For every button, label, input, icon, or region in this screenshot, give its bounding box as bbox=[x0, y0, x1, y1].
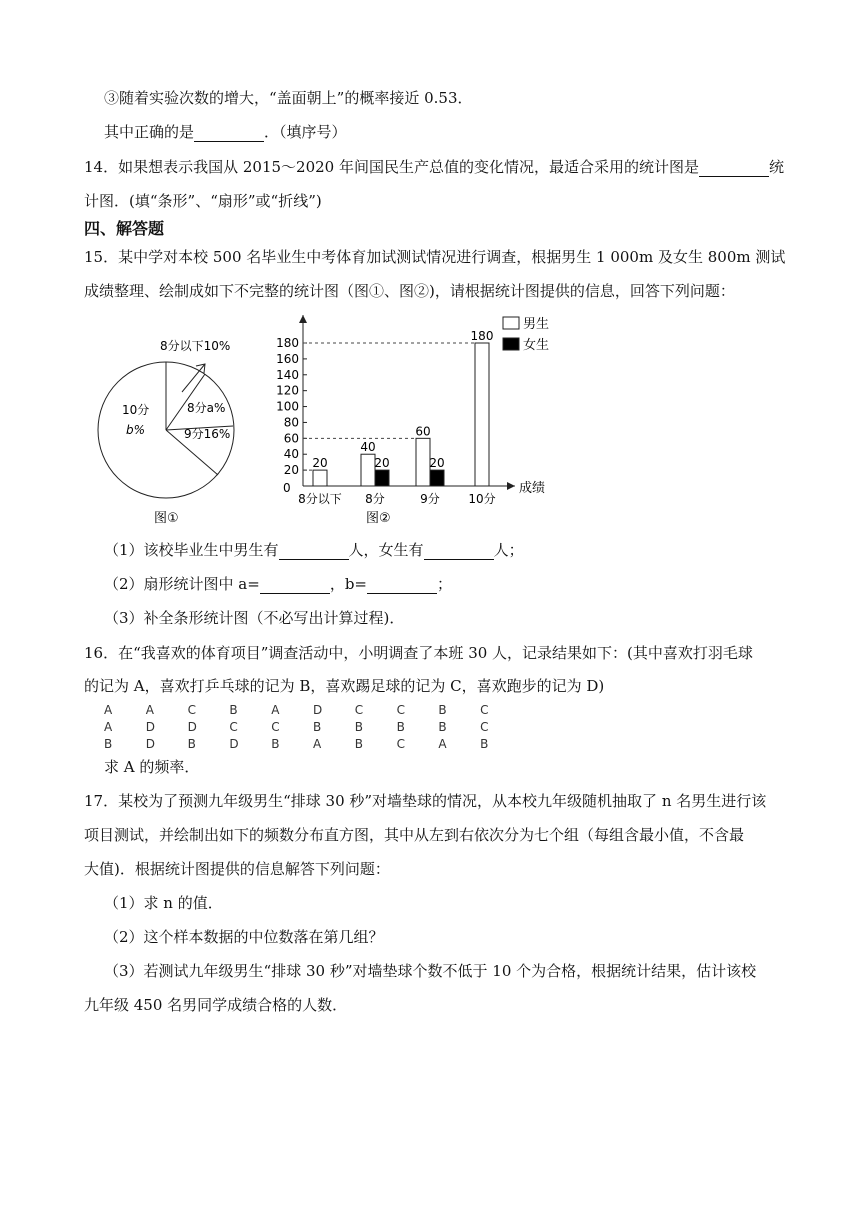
bar-chart bbox=[270, 305, 570, 530]
grid-cell: B bbox=[438, 703, 447, 717]
grid-cell: C bbox=[271, 720, 280, 734]
y-axis-arrow-icon bbox=[299, 315, 307, 323]
pie-chart bbox=[90, 330, 240, 530]
grid-row bbox=[104, 703, 522, 720]
grid-cell: D bbox=[145, 720, 156, 734]
q13-answer-blank[interactable] bbox=[194, 125, 264, 142]
q17-sub-3a: （3）若测试九年级男生“排球 30 秒”对墙垫球个数不低于 10 个为合格，根据统计结果，估计该校 bbox=[104, 962, 757, 980]
q14-answer-blank[interactable] bbox=[699, 160, 769, 177]
q17-line-2: 项目测试，并绘制出如下的频数分布直方图，其中从左到右依次分为七个组（每组含最小值，不含最 bbox=[84, 826, 745, 844]
q15-sub-1 bbox=[104, 540, 524, 560]
q16-line-1: 16．在“我喜欢的体育项目”调查活动中，小明调查了本班 30 人，记录结果如下：(其中喜欢打羽毛球 bbox=[84, 644, 753, 662]
grid-cell: D bbox=[187, 720, 197, 734]
x-tick-label-1: 8分 bbox=[365, 492, 385, 506]
bar-label-boys-0: 20 bbox=[312, 456, 328, 471]
bar-girls-1 bbox=[375, 470, 389, 486]
grid-cell: C bbox=[396, 703, 405, 717]
b-value-blank[interactable] bbox=[367, 577, 437, 594]
grid-cell: C bbox=[396, 737, 405, 751]
grid-cell: B bbox=[187, 737, 196, 751]
x-axis-arrow-icon bbox=[507, 482, 515, 490]
pie-label-ten-percent: b% bbox=[126, 423, 146, 437]
origin-label: 0 bbox=[283, 481, 291, 495]
q14-text-end: 统 bbox=[768, 158, 784, 176]
q17-sub-1: （1）求 n 的值． bbox=[104, 894, 223, 912]
bar-label-girls-1: 20 bbox=[374, 456, 390, 471]
q13-item-3: ③随着实验次数的增大，“盖面朝上”的概率接近 0.53． bbox=[104, 89, 473, 107]
grid-cell: A bbox=[104, 703, 113, 717]
y-tick-label: 160 bbox=[276, 351, 299, 366]
pie-caption: 图① bbox=[154, 511, 179, 526]
q15-sub-2 bbox=[104, 574, 452, 594]
pie-label-eight: 8分a% bbox=[187, 401, 226, 415]
grid-cell: D bbox=[312, 703, 323, 717]
grid-cell: C bbox=[354, 703, 364, 717]
q15-sub1-text-b: 人，女生有 bbox=[348, 541, 424, 559]
q15-sub2-text-c: ； bbox=[437, 575, 453, 593]
girls-count-blank[interactable] bbox=[424, 543, 494, 560]
pie-label-below8: 8分以下10% bbox=[160, 339, 231, 353]
bar-label-boys-2: 60 bbox=[415, 424, 431, 439]
bar-girls-2 bbox=[430, 470, 444, 486]
section-heading: 四、解答题 bbox=[84, 219, 165, 238]
bar-chart-caption: 图② bbox=[366, 511, 391, 526]
q15-sub1-text-a: （1）该校毕业生中男生有 bbox=[104, 541, 279, 559]
y-tick-label: 60 bbox=[283, 431, 299, 446]
y-tick-label: 100 bbox=[276, 399, 299, 414]
grid-cell: A bbox=[145, 703, 155, 717]
a-value-blank[interactable] bbox=[260, 577, 330, 594]
x-tick-label-3: 10分 bbox=[468, 492, 496, 506]
grid-cell: C bbox=[480, 703, 489, 717]
grid-cell: B bbox=[438, 720, 447, 734]
boys-count-blank[interactable] bbox=[279, 543, 349, 560]
grid-cell: C bbox=[187, 703, 196, 717]
grid-cell: A bbox=[438, 737, 447, 751]
q15-line-1: 15．某中学对本校 500 名毕业生中考体育加试测试情况进行调查，根据男生 1 000m 及女生 800m 测试 bbox=[84, 248, 786, 266]
grid-cell: D bbox=[229, 737, 239, 751]
q15-sub-3: （3）补全条形统计图（不必写出计算过程)． bbox=[104, 609, 405, 627]
legend-label-boys: 男生 bbox=[523, 317, 550, 332]
q15-sub1-text-c: 人； bbox=[493, 541, 524, 559]
bar-boys-1 bbox=[361, 454, 375, 486]
pie-label-ten: 10分 bbox=[122, 403, 150, 417]
grid-cell: D bbox=[145, 737, 156, 751]
grid-cell: B bbox=[354, 720, 364, 734]
q14-line-2: 计图．(填“条形”、“扇形”或“折线”) bbox=[84, 192, 322, 210]
q13-answer-suffix: ．（填序号） bbox=[264, 123, 347, 141]
y-tick-label: 80 bbox=[283, 415, 299, 430]
grid-cell: B bbox=[104, 737, 113, 751]
x-axis-label: 成绩 bbox=[519, 481, 546, 496]
grid-cell: B bbox=[312, 720, 322, 734]
grid-cell: C bbox=[229, 720, 238, 734]
legend-swatch-girls bbox=[503, 338, 519, 350]
bar-label-girls-2: 20 bbox=[429, 456, 445, 471]
q14-text: 14．如果想表示我国从 2015～2020 年间国民生产总值的变化情况，最适合采用的统计图是 bbox=[84, 158, 699, 176]
x-tick-label-2: 9分 bbox=[420, 492, 440, 506]
legend-label-girls: 女生 bbox=[523, 338, 550, 353]
grid-row bbox=[104, 737, 522, 754]
q16-line-2: 的记为 A，喜欢打乒乓球的记为 B，喜欢踢足球的记为 C，喜欢跑步的记为 D) bbox=[84, 677, 605, 695]
q17-sub-2: （2）这个样本数据的中位数落在第几组？ bbox=[104, 928, 384, 946]
grid-cell: B bbox=[396, 720, 405, 734]
y-tick-label: 180 bbox=[276, 336, 299, 350]
pie-label-nine: 9分16% bbox=[184, 427, 231, 441]
bar-boys-2 bbox=[416, 438, 430, 486]
grid-cell: A bbox=[312, 737, 322, 751]
grid-cell: B bbox=[354, 737, 364, 751]
y-tick-label: 140 bbox=[276, 367, 299, 382]
q17-line-3: 大值)．根据统计图提供的信息解答下列问题： bbox=[84, 860, 390, 878]
grid-cell: A bbox=[104, 720, 113, 734]
q17-line-1: 17．某校为了预测九年级男生“排球 30 秒”对墙垫球的情况，从本校九年级随机抽取了 n 名男生进行该 bbox=[84, 792, 767, 810]
grid-cell: B bbox=[229, 703, 238, 717]
q14-line-1 bbox=[84, 157, 784, 177]
q13-answer-prefix: 其中正确的是 bbox=[104, 123, 195, 141]
y-tick-label: 40 bbox=[283, 447, 299, 462]
legend-swatch-boys bbox=[503, 317, 519, 329]
q13-answer-line bbox=[104, 122, 347, 142]
grid-cell: B bbox=[271, 737, 280, 751]
bar-label-boys-3: 180 bbox=[470, 329, 494, 343]
grid-cell: A bbox=[271, 703, 280, 717]
q15-line-2: 成绩整理、绘制成如下不完整的统计图（图①、图②)，请根据统计图提供的信息，回答下列问题： bbox=[84, 282, 735, 300]
y-tick-label: 120 bbox=[276, 383, 299, 398]
grid-cell: B bbox=[480, 737, 489, 751]
bar-boys-0 bbox=[313, 470, 327, 486]
bar-label-boys-1: 40 bbox=[360, 440, 376, 455]
bar-boys-3 bbox=[475, 343, 489, 486]
grid-cell: C bbox=[480, 720, 489, 734]
q16-record-grid bbox=[104, 703, 522, 754]
q15-sub2-text-b: ，b= bbox=[329, 575, 367, 593]
q16-ask: 求 A 的频率． bbox=[104, 758, 200, 776]
y-tick-label: 20 bbox=[283, 463, 299, 478]
x-tick-label-0: 8分以下 bbox=[298, 492, 342, 506]
q15-sub2-text-a: （2）扇形统计图中 a= bbox=[104, 575, 260, 593]
grid-row bbox=[104, 720, 522, 737]
q17-sub-3b: 九年级 450 名男同学成绩合格的人数． bbox=[84, 996, 348, 1014]
